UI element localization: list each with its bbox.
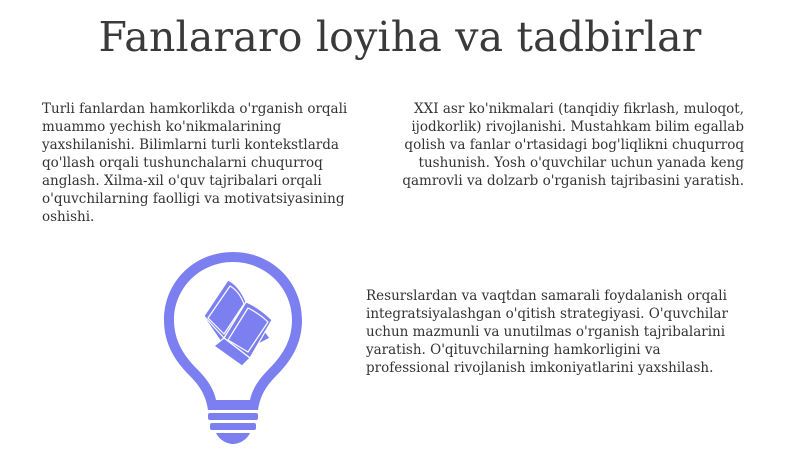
slide-title: Fanlararo loyiha va tadbirlar bbox=[98, 13, 702, 61]
paragraph-right: XXI asr ko'nikmalari (tanqidiy fikrlash, muloqot, ijodkorlik) rivojlanishi. Mustahkam bilim egallab qolish va fanlar o'rtasidagi bog'liqlikni chuqurroq tushunish. Yosh o'quvchilar uchun yanada keng qamrovli va dolzarb o'rganish tajribasini yaratish. bbox=[402, 101, 744, 189]
paragraph-bottom: Resurslardan va vaqtdan samarali foydalanish orqali integratsiyalashgan o'qitish strategiyasi. O'quvchilar uchun mazmunli va unutilmas o'rganish tajribalarini yaratish. O'qituvchilarning hamkorligini va professional rivojlanish imkoniyatlarini yaxshilash. bbox=[366, 288, 728, 376]
lightbulb-book-icon bbox=[158, 250, 308, 445]
paragraph-left: Turli fanlardan hamkorlikda o'rganish orqali muammo yechish ko'nikmalarining yaxshilanishi. Bilimlarni turli kontekstlarda qo'llash orqali tushunchalarni chuqurroq anglash. Xilma-xil o'quv tajribalari orqali o'quvchilarning faolligi va motivatsiyasining oshishi. bbox=[42, 101, 348, 225]
